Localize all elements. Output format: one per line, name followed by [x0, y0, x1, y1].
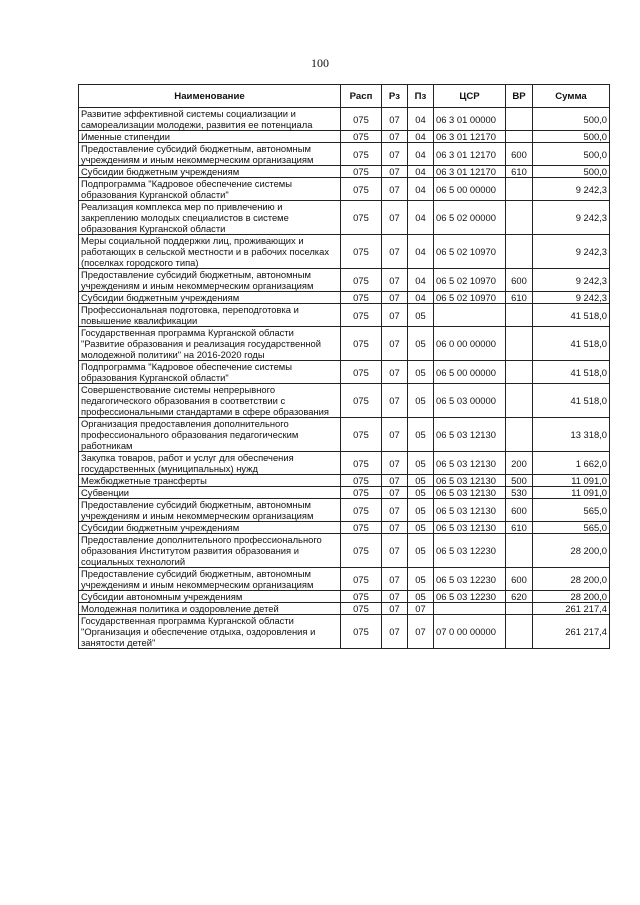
cell-rz: 07 — [382, 568, 408, 591]
table-row — [79, 418, 610, 452]
cell-sum: 261 217,4 — [533, 615, 610, 649]
table-row — [79, 108, 610, 131]
cell-csr: 06 3 01 12170 — [434, 131, 506, 143]
cell-name: Предоставление субсидий бюджетным, автономным учреждениям и иным некоммерческим организациям — [79, 499, 341, 522]
cell-vr: 610 — [506, 166, 533, 178]
cell-vr: 620 — [506, 591, 533, 603]
cell-csr: 06 5 02 10970 — [434, 292, 506, 304]
cell-rz: 07 — [382, 418, 408, 452]
cell-csr: 06 5 00 00000 — [434, 361, 506, 384]
cell-rasp: 075 — [341, 568, 382, 591]
cell-pz: 07 — [408, 615, 434, 649]
page-number: 100 — [311, 56, 329, 70]
budget-table — [78, 84, 610, 649]
cell-csr: 06 0 00 00000 — [434, 327, 506, 361]
cell-csr: 06 5 03 12130 — [434, 418, 506, 452]
cell-vr — [506, 304, 533, 327]
cell-vr: 600 — [506, 568, 533, 591]
cell-rasp: 075 — [341, 235, 382, 269]
cell-vr — [506, 615, 533, 649]
cell-name: Меры социальной поддержки лиц, проживающих и работающих в сельской местности и в рабочих поселках (поселках городского типа) — [79, 235, 341, 269]
cell-pz: 05 — [408, 499, 434, 522]
cell-rz: 07 — [382, 143, 408, 166]
cell-name: Подпрограмма "Кадровое обеспечение системы образования Курганской области" — [79, 361, 341, 384]
cell-rz: 07 — [382, 615, 408, 649]
table-row — [79, 166, 610, 178]
cell-vr — [506, 384, 533, 418]
table-row — [79, 568, 610, 591]
cell-csr: 06 3 01 12170 — [434, 166, 506, 178]
cell-name: Государственная программа Курганской области "Организация и обеспечение отдыха, оздоровления и занятости детей" — [79, 615, 341, 649]
cell-rz: 07 — [382, 304, 408, 327]
cell-pz: 05 — [408, 384, 434, 418]
cell-csr: 06 5 03 12130 — [434, 522, 506, 534]
cell-csr: 06 5 03 12130 — [434, 452, 506, 475]
cell-name: Предоставление дополнительного профессионального образования Институтом развития образования и социальных технологий — [79, 534, 341, 568]
cell-vr — [506, 327, 533, 361]
cell-sum: 9 242,3 — [533, 269, 610, 292]
cell-vr: 610 — [506, 522, 533, 534]
header-csr: ЦСР — [434, 85, 506, 108]
cell-csr: 06 3 01 12170 — [434, 143, 506, 166]
cell-rasp: 075 — [341, 452, 382, 475]
table-row — [79, 603, 610, 615]
cell-name: Совершенствование системы непрерывного педагогического образования в соответствии с профессиональными стандартами в сфере образования — [79, 384, 341, 418]
cell-sum: 28 200,0 — [533, 568, 610, 591]
cell-name: Предоставление субсидий бюджетным, автономным учреждениям и иным некоммерческим организациям — [79, 143, 341, 166]
cell-pz: 07 — [408, 603, 434, 615]
cell-rasp: 075 — [341, 304, 382, 327]
cell-pz: 05 — [408, 361, 434, 384]
cell-pz: 05 — [408, 327, 434, 361]
cell-sum: 9 242,3 — [533, 292, 610, 304]
cell-vr: 500 — [506, 475, 533, 487]
cell-rz: 07 — [382, 534, 408, 568]
table-row — [79, 452, 610, 475]
table-row — [79, 235, 610, 269]
cell-name: Развитие эффективной системы социализации и самореализации молодежи, развития ее потенциала — [79, 108, 341, 131]
cell-csr: 06 5 03 12230 — [434, 568, 506, 591]
cell-rz: 07 — [382, 522, 408, 534]
header-sum: Сумма — [533, 85, 610, 108]
table-row — [79, 304, 610, 327]
cell-sum: 565,0 — [533, 499, 610, 522]
cell-sum: 1 662,0 — [533, 452, 610, 475]
cell-csr — [434, 304, 506, 327]
cell-rasp: 075 — [341, 487, 382, 499]
table-header-row — [79, 85, 610, 108]
cell-sum: 500,0 — [533, 143, 610, 166]
cell-rz: 07 — [382, 475, 408, 487]
cell-rasp: 075 — [341, 131, 382, 143]
cell-vr — [506, 534, 533, 568]
cell-name: Межбюджетные трансферты — [79, 475, 341, 487]
cell-sum: 565,0 — [533, 522, 610, 534]
cell-rasp: 075 — [341, 108, 382, 131]
cell-rasp: 075 — [341, 166, 382, 178]
header-rz: Рз — [382, 85, 408, 108]
table-row — [79, 178, 610, 201]
cell-pz: 04 — [408, 292, 434, 304]
cell-name: Субвенции — [79, 487, 341, 499]
cell-name: Предоставление субсидий бюджетным, автономным учреждениям и иным некоммерческим организациям — [79, 568, 341, 591]
cell-vr — [506, 418, 533, 452]
table-row — [79, 522, 610, 534]
cell-pz: 05 — [408, 418, 434, 452]
table-row — [79, 475, 610, 487]
cell-pz: 04 — [408, 108, 434, 131]
cell-rasp: 075 — [341, 499, 382, 522]
table-row — [79, 131, 610, 143]
cell-csr: 06 5 03 12130 — [434, 475, 506, 487]
cell-sum: 9 242,3 — [533, 178, 610, 201]
cell-rasp: 075 — [341, 418, 382, 452]
cell-rz: 07 — [382, 131, 408, 143]
cell-rz: 07 — [382, 269, 408, 292]
cell-sum: 41 518,0 — [533, 304, 610, 327]
cell-rasp: 075 — [341, 475, 382, 487]
header-rasp: Расп — [341, 85, 382, 108]
header-vr: ВР — [506, 85, 533, 108]
header-pz: Пз — [408, 85, 434, 108]
cell-name: Государственная программа Курганской области "Развитие образования и реализация государственной молодежной политики" на 2016-2020 годы — [79, 327, 341, 361]
cell-vr — [506, 178, 533, 201]
table-body — [79, 108, 610, 649]
cell-rasp: 075 — [341, 143, 382, 166]
cell-rasp: 075 — [341, 292, 382, 304]
cell-pz: 05 — [408, 522, 434, 534]
cell-rz: 07 — [382, 292, 408, 304]
cell-name: Закупка товаров, работ и услуг для обеспечения государственных (муниципальных) нужд — [79, 452, 341, 475]
cell-csr: 06 5 03 00000 — [434, 384, 506, 418]
cell-rasp: 075 — [341, 522, 382, 534]
cell-name: Организация предоставления дополнительного профессионального образования педагогическим работникам — [79, 418, 341, 452]
table-row — [79, 292, 610, 304]
cell-name: Субсидии автономным учреждениям — [79, 591, 341, 603]
cell-pz: 05 — [408, 452, 434, 475]
cell-csr: 06 5 02 10970 — [434, 269, 506, 292]
cell-vr: 530 — [506, 487, 533, 499]
cell-rasp: 075 — [341, 269, 382, 292]
cell-pz: 04 — [408, 269, 434, 292]
header-name: Наименование — [79, 85, 341, 108]
cell-name: Предоставление субсидий бюджетным, автономным учреждениям и иным некоммерческим организациям — [79, 269, 341, 292]
cell-name: Реализация комплекса мер по привлечению и закреплению молодых специалистов в системе образования Курганской области — [79, 201, 341, 235]
cell-rasp: 075 — [341, 327, 382, 361]
table-row — [79, 534, 610, 568]
cell-name: Профессиональная подготовка, переподготовка и повышение квалификации — [79, 304, 341, 327]
cell-vr — [506, 603, 533, 615]
cell-pz: 05 — [408, 475, 434, 487]
cell-csr: 06 5 03 12130 — [434, 487, 506, 499]
cell-rz: 07 — [382, 603, 408, 615]
table-row — [79, 487, 610, 499]
cell-pz: 05 — [408, 304, 434, 327]
cell-name: Субсидии бюджетным учреждениям — [79, 522, 341, 534]
cell-rz: 07 — [382, 384, 408, 418]
table-row — [79, 143, 610, 166]
table-row — [79, 591, 610, 603]
cell-vr — [506, 235, 533, 269]
cell-csr: 06 3 01 00000 — [434, 108, 506, 131]
cell-csr: 06 5 00 00000 — [434, 178, 506, 201]
cell-pz: 04 — [408, 143, 434, 166]
cell-pz: 04 — [408, 178, 434, 201]
cell-sum: 9 242,3 — [533, 201, 610, 235]
cell-pz: 05 — [408, 591, 434, 603]
cell-name: Субсидии бюджетным учреждениям — [79, 292, 341, 304]
cell-rasp: 075 — [341, 384, 382, 418]
cell-csr — [434, 603, 506, 615]
cell-rz: 07 — [382, 327, 408, 361]
cell-rz: 07 — [382, 235, 408, 269]
table-row — [79, 615, 610, 649]
cell-rz: 07 — [382, 499, 408, 522]
table-row — [79, 384, 610, 418]
cell-csr: 06 5 03 12130 — [434, 499, 506, 522]
cell-rasp: 075 — [341, 603, 382, 615]
table-row — [79, 499, 610, 522]
cell-sum: 28 200,0 — [533, 534, 610, 568]
cell-pz: 05 — [408, 487, 434, 499]
cell-rz: 07 — [382, 591, 408, 603]
cell-pz: 04 — [408, 131, 434, 143]
cell-vr: 200 — [506, 452, 533, 475]
cell-rz: 07 — [382, 178, 408, 201]
cell-rz: 07 — [382, 361, 408, 384]
cell-sum: 13 318,0 — [533, 418, 610, 452]
cell-sum: 11 091,0 — [533, 475, 610, 487]
cell-sum: 11 091,0 — [533, 487, 610, 499]
cell-csr: 06 5 03 12230 — [434, 591, 506, 603]
cell-rasp: 075 — [341, 615, 382, 649]
cell-pz: 04 — [408, 235, 434, 269]
cell-pz: 04 — [408, 201, 434, 235]
cell-vr: 600 — [506, 499, 533, 522]
cell-vr — [506, 361, 533, 384]
cell-sum: 500,0 — [533, 131, 610, 143]
cell-rasp: 075 — [341, 534, 382, 568]
cell-rz: 07 — [382, 108, 408, 131]
cell-vr — [506, 131, 533, 143]
cell-rz: 07 — [382, 452, 408, 475]
cell-sum: 41 518,0 — [533, 327, 610, 361]
cell-vr — [506, 201, 533, 235]
cell-rasp: 075 — [341, 591, 382, 603]
cell-name: Подпрограмма "Кадровое обеспечение системы образования Курганской области" — [79, 178, 341, 201]
cell-rasp: 075 — [341, 361, 382, 384]
cell-sum: 500,0 — [533, 166, 610, 178]
cell-sum: 28 200,0 — [533, 591, 610, 603]
cell-sum: 500,0 — [533, 108, 610, 131]
cell-name: Именные стипендии — [79, 131, 341, 143]
cell-vr — [506, 108, 533, 131]
cell-csr: 06 5 02 10970 — [434, 235, 506, 269]
cell-rz: 07 — [382, 201, 408, 235]
cell-sum: 261 217,4 — [533, 603, 610, 615]
cell-name: Субсидии бюджетным учреждениям — [79, 166, 341, 178]
cell-rasp: 075 — [341, 201, 382, 235]
cell-sum: 9 242,3 — [533, 235, 610, 269]
cell-sum: 41 518,0 — [533, 361, 610, 384]
cell-csr: 06 5 03 12230 — [434, 534, 506, 568]
cell-csr: 07 0 00 00000 — [434, 615, 506, 649]
table-row — [79, 361, 610, 384]
cell-name: Молодежная политика и оздоровление детей — [79, 603, 341, 615]
table-row — [79, 201, 610, 235]
cell-vr: 600 — [506, 143, 533, 166]
cell-rasp: 075 — [341, 178, 382, 201]
cell-pz: 05 — [408, 534, 434, 568]
cell-pz: 05 — [408, 568, 434, 591]
cell-csr: 06 5 02 00000 — [434, 201, 506, 235]
table-row — [79, 269, 610, 292]
table-row — [79, 327, 610, 361]
cell-rz: 07 — [382, 487, 408, 499]
cell-rz: 07 — [382, 166, 408, 178]
cell-vr: 610 — [506, 292, 533, 304]
cell-vr: 600 — [506, 269, 533, 292]
cell-pz: 04 — [408, 166, 434, 178]
cell-sum: 41 518,0 — [533, 384, 610, 418]
